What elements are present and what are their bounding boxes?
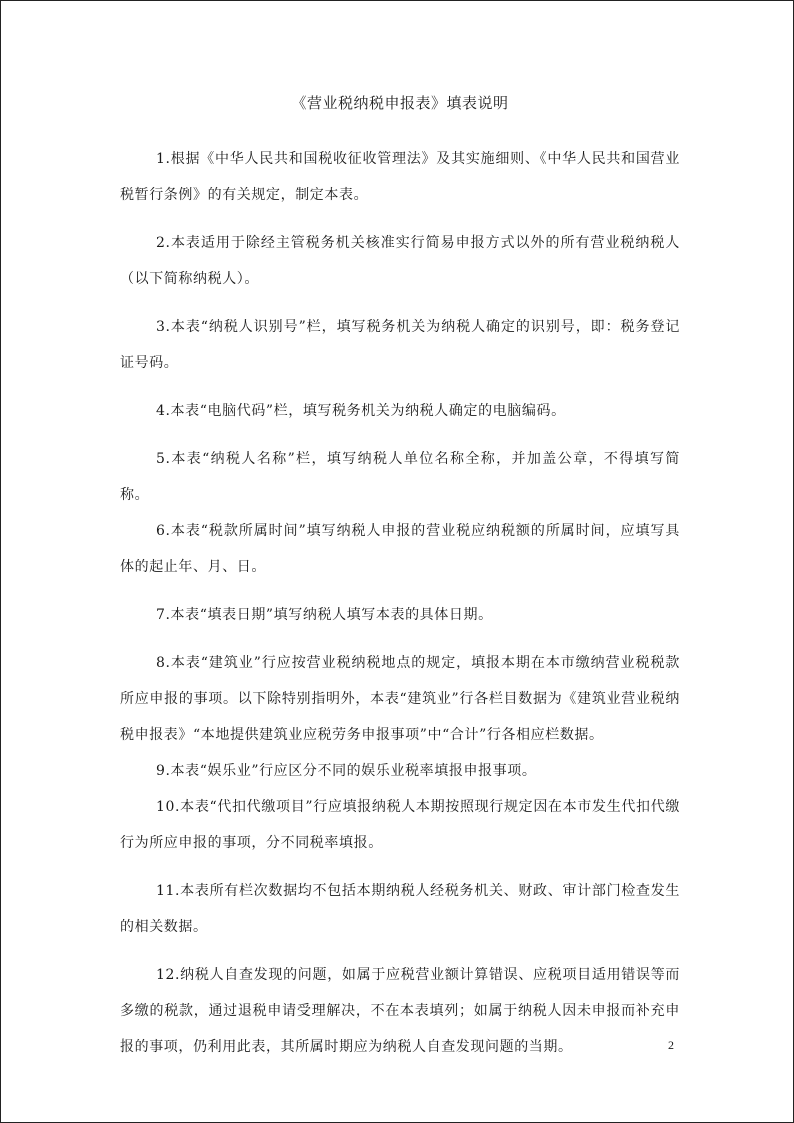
instruction-item-11: 11.本表所有栏次数据均不包括本期纳税人经税务机关、财政、审计部门检查发生的相关数据。 xyxy=(120,883,680,935)
document-body xyxy=(120,92,680,1077)
instruction-item-1: 1.根据《中华人民共和国税收征收管理法》及其实施细则、《中华人民共和国营业税暂行条例》的有关规定，制定本表。 xyxy=(120,151,680,203)
instruction-item-9: 9.本表“娱乐业”行应区分不同的娱乐业税率填报申报事项。 xyxy=(156,763,537,779)
page-number: 2 xyxy=(668,1038,674,1052)
instruction-item-8: 8.本表“建筑业”行应按营业税纳税地点的规定，填报本期在本市缴纳营业税税款所应申报的事项。以下除特别指明外，本表“建筑业”行各栏目数据为《建筑业营业税纳税申报表》“本地提供建筑业应税劳务申报事项”中“合计”行各相应栏数据。 xyxy=(120,655,680,743)
instruction-item-12: 12.纳税人自查发现的问题，如属于应税营业额计算错误、应税项目适用错误等而多缴的税款，通过退税申请受理解决，不在本表填列；如属于纳税人因未申报而补充申报的事项，仍利用此表，其所属时期应为纳税人自查发现问题的当期。 xyxy=(120,967,680,1055)
instruction-item-5: 5.本表“纳税人名称”栏，填写纳税人单位名称全称，并加盖公章，不得填写简称。 xyxy=(120,451,680,503)
instruction-item-7: 7.本表“填表日期”填写纳税人填写本表的具体日期。 xyxy=(156,607,493,623)
instruction-item-6: 6.本表“税款所属时间”填写纳税人申报的营业税应纳税额的所属时间，应填写具体的起止年、月、日。 xyxy=(120,523,680,575)
document-title: 《营业税纳税申报表》填表说明 xyxy=(291,94,509,112)
instruction-item-4: 4.本表“电脑代码”栏，填写税务机关为纳税人确定的电脑编码。 xyxy=(156,403,566,419)
instruction-item-10: 10.本表“代扣代缴项目”行应填报纳税人本期按照现行规定因在本市发生代扣代缴行为所应申报的事项，分不同税率填报。 xyxy=(120,799,680,851)
instruction-item-3: 3.本表“纳税人识别号”栏，填写税务机关为纳税人确定的识别号，即：税务登记证号码。 xyxy=(120,319,680,371)
instruction-item-2: 2.本表适用于除经主管税务机关核准实行简易申报方式以外的所有营业税纳税人（以下简称纳税人）。 xyxy=(120,235,680,287)
